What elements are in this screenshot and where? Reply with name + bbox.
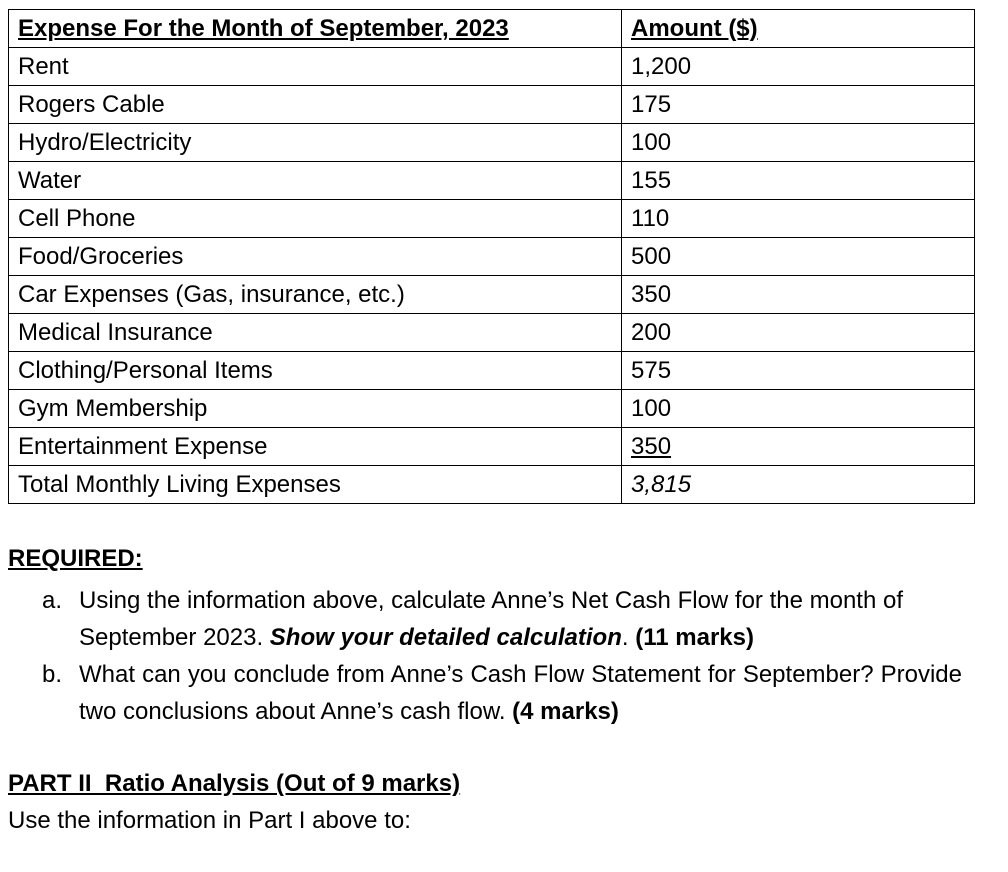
table-row	[9, 314, 975, 352]
required-list	[42, 582, 962, 730]
expense-table	[8, 9, 975, 504]
row-amount: 575	[622, 352, 975, 390]
table-row	[9, 200, 975, 238]
question-marks: (4 marks)	[512, 698, 619, 725]
row-amount: 200	[622, 314, 975, 352]
list-item-text	[79, 656, 962, 730]
row-label: Medical Insurance	[9, 314, 622, 352]
row-amount: 350	[622, 428, 975, 466]
question-text: What can you conclude from Anne’s Cash Flow Statement for September? Provide two conclusions about Anne’s cash flow.	[79, 661, 962, 725]
row-label: Food/Groceries	[9, 238, 622, 276]
row-amount: 350	[622, 276, 975, 314]
table-row	[9, 390, 975, 428]
table-row	[9, 352, 975, 390]
question-marks: (11 marks)	[635, 624, 754, 651]
list-marker: b.	[42, 661, 63, 688]
table-row	[9, 162, 975, 200]
row-label: Clothing/Personal Items	[9, 352, 622, 390]
row-label: Water	[9, 162, 622, 200]
question-punctuation: .	[621, 624, 636, 651]
required-heading: REQUIRED:	[8, 545, 143, 572]
header-expense: Expense For the Month of September, 2023	[9, 10, 622, 48]
table-row	[9, 238, 975, 276]
table-row	[9, 48, 975, 86]
list-item-text	[79, 582, 962, 656]
total-row	[9, 466, 975, 504]
list-item	[42, 582, 962, 656]
row-amount: 1,200	[622, 48, 975, 86]
header-amount: Amount ($)	[622, 10, 975, 48]
row-amount: 500	[622, 238, 975, 276]
row-label: Cell Phone	[9, 200, 622, 238]
list-item	[42, 656, 962, 730]
row-amount: 100	[622, 390, 975, 428]
table-row	[9, 124, 975, 162]
question-emphasis: Show your detailed calculation	[269, 624, 622, 651]
row-amount: 155	[622, 162, 975, 200]
part2-instruction: Use the information in Part I above to:	[8, 807, 411, 834]
total-label: Total Monthly Living Expenses	[9, 466, 622, 504]
row-label: Rogers Cable	[9, 86, 622, 124]
list-marker: a.	[42, 587, 63, 614]
row-amount: 175	[622, 86, 975, 124]
table-row	[9, 428, 975, 466]
row-label: Hydro/Electricity	[9, 124, 622, 162]
row-amount: 110	[622, 200, 975, 238]
row-amount: 100	[622, 124, 975, 162]
row-label: Rent	[9, 48, 622, 86]
row-label: Gym Membership	[9, 390, 622, 428]
total-amount: 3,815	[622, 466, 975, 504]
table-row	[9, 86, 975, 124]
part2-title: PART II Ratio Analysis (Out of 9 marks)	[8, 770, 461, 797]
row-label: Entertainment Expense	[9, 428, 622, 466]
table-row	[9, 276, 975, 314]
question-text: Using the information above, calculate Anne’s Net Cash Flow for the month of September 2023.	[79, 587, 904, 651]
table-header-row	[9, 10, 975, 48]
row-label: Car Expenses (Gas, insurance, etc.)	[9, 276, 622, 314]
